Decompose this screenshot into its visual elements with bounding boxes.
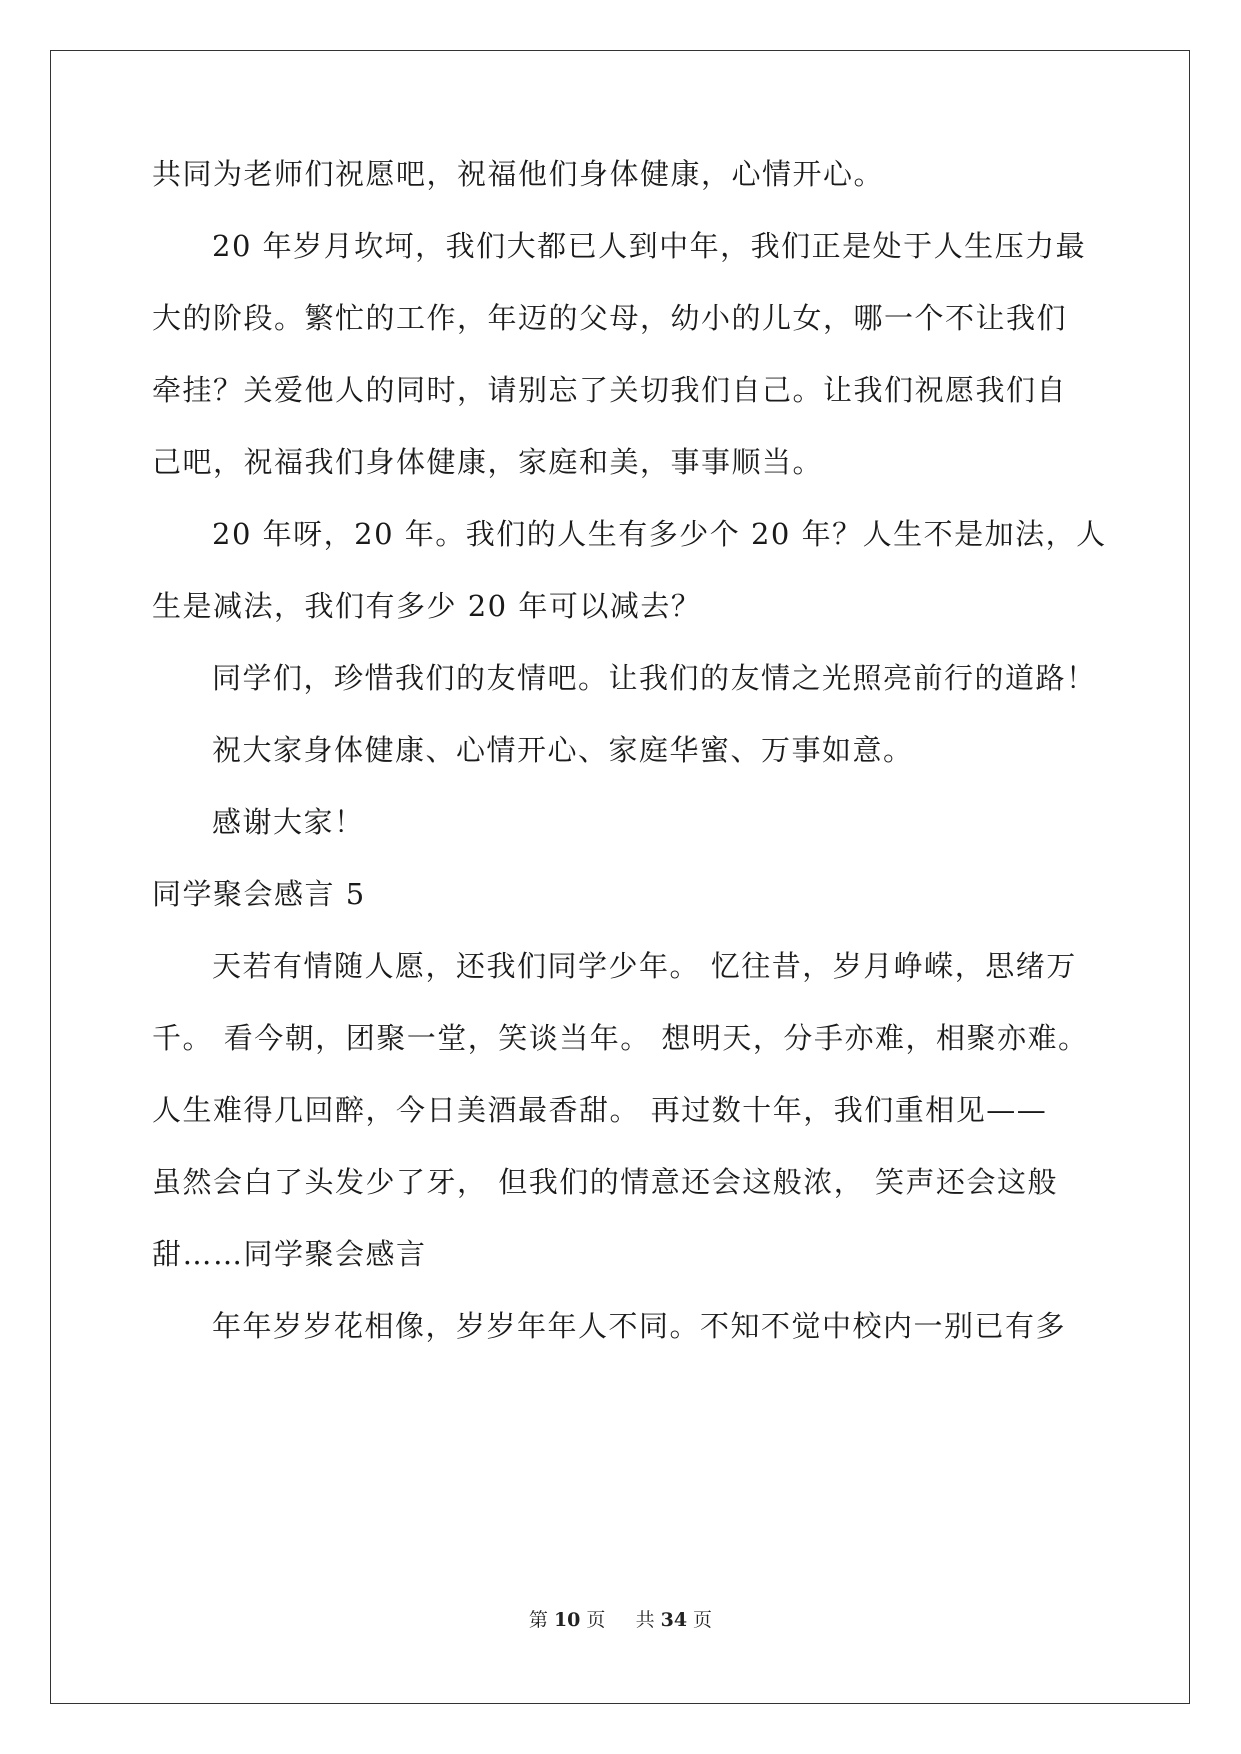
- text-line: 虽然会白了头发少了牙， 但我们的情意还会这般浓， 笑声还会这般: [152, 1165, 1058, 1199]
- text-line: 甜……同学聚会感言: [152, 1237, 427, 1271]
- footer-total-prefix: 共: [635, 1609, 655, 1631]
- text-line: 年年岁岁花相像，岁岁年年人不同。不知不觉中校内一别已有多: [212, 1309, 1067, 1343]
- text-line: 人生难得几回醉，今日美酒最香甜。 再过数十年，我们重相见——: [152, 1093, 1048, 1127]
- current-page-number: 10: [553, 1609, 581, 1631]
- text-line: 感谢大家！: [212, 805, 365, 839]
- text-line: 牵挂？关爱他人的同时，请别忘了关切我们自己。让我们祝愿我们自: [152, 373, 1068, 407]
- footer-page-word: 页: [586, 1609, 606, 1631]
- footer-prefix: 第: [528, 1609, 548, 1631]
- text-line: 共同为老师们祝愿吧，祝福他们身体健康，心情开心。: [152, 157, 885, 191]
- text-line: 20 年岁月坎坷，我们大都已人到中年，我们正是处于人生压力最: [212, 229, 1087, 263]
- text-line: 祝大家身体健康、心情开心、家庭华蜜、万事如意。: [212, 733, 914, 767]
- text-line: 天若有情随人愿，还我们同学少年。 忆往昔，岁月峥嵘，思绪万: [212, 949, 1077, 983]
- text-line: 同学们，珍惜我们的友情吧。让我们的友情之光照亮前行的道路！: [212, 661, 1097, 695]
- section-heading: 同学聚会感言 5: [152, 877, 366, 911]
- text-line: 千。 看今朝，团聚一堂，笑谈当年。 想明天，分手亦难，相聚亦难。: [152, 1021, 1089, 1055]
- page-footer: [0, 1608, 1241, 1632]
- text-line: 己吧，祝福我们身体健康，家庭和美，事事顺当。: [152, 445, 824, 479]
- total-pages-number: 34: [660, 1609, 688, 1631]
- text-line: 大的阶段。繁忙的工作，年迈的父母，幼小的儿女，哪一个不让我们: [152, 301, 1068, 335]
- text-line: 生是减法，我们有多少 20 年可以减去？: [152, 589, 702, 623]
- text-line: 20 年呀，20 年。我们的人生有多少个 20 年？人生不是加法，人: [212, 517, 1107, 551]
- footer-total-suffix: 页: [693, 1609, 713, 1631]
